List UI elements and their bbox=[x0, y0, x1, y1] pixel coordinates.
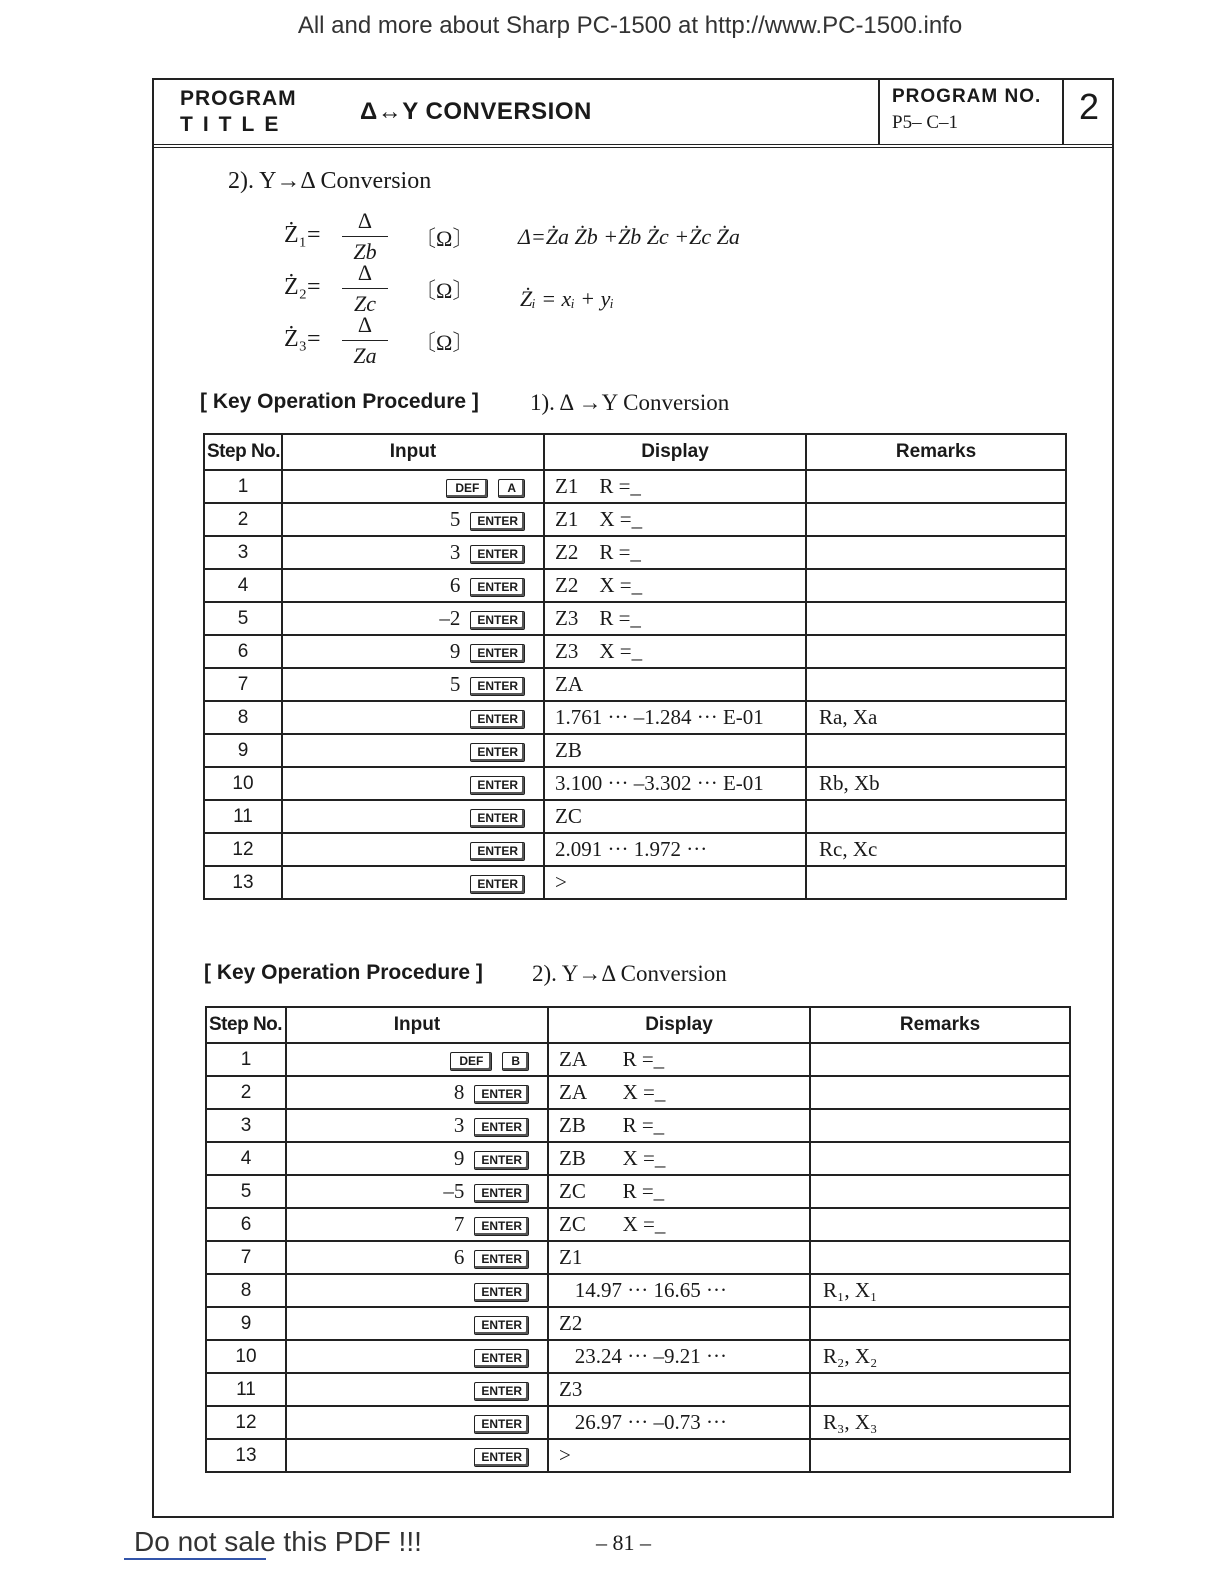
denominator: Zc bbox=[354, 291, 376, 316]
key-def-icon: DEF bbox=[446, 479, 488, 498]
input-cell bbox=[282, 668, 544, 701]
key-enter-icon: ENTER bbox=[470, 776, 525, 795]
table-row bbox=[204, 470, 1066, 503]
title-label: TITLE bbox=[180, 113, 289, 136]
key-enter-icon: ENTER bbox=[474, 1415, 529, 1434]
step-number: 13 bbox=[206, 1439, 286, 1472]
input-cell bbox=[286, 1307, 548, 1340]
display-cell: Z2 bbox=[548, 1307, 810, 1340]
key-enter-icon: ENTER bbox=[474, 1316, 529, 1335]
program-label: PROGRAM bbox=[180, 87, 297, 110]
step-number: 8 bbox=[204, 701, 282, 734]
input-cell bbox=[286, 1439, 548, 1472]
table-row bbox=[206, 1241, 1070, 1274]
key-enter-icon: ENTER bbox=[474, 1217, 529, 1236]
step-number: 10 bbox=[206, 1340, 286, 1373]
input-cell bbox=[282, 800, 544, 833]
remarks-cell bbox=[810, 1043, 1070, 1076]
remarks-cell bbox=[810, 1175, 1070, 1208]
display-cell: 2.091 ··· 1.972 ··· bbox=[544, 833, 806, 866]
z3-lhs: Ż₃= bbox=[284, 326, 321, 352]
step-number: 6 bbox=[204, 635, 282, 668]
display-cell: > bbox=[544, 866, 806, 899]
header-step: Step No. bbox=[206, 1007, 286, 1043]
input-cell bbox=[286, 1274, 548, 1307]
numerator: Δ bbox=[342, 208, 388, 237]
step-number: 9 bbox=[204, 734, 282, 767]
table-row bbox=[206, 1142, 1070, 1175]
table-row bbox=[204, 800, 1066, 833]
key-enter-icon: ENTER bbox=[474, 1184, 529, 1203]
input-value: 6 bbox=[453, 1245, 465, 1269]
display-cell: Z2 X =_ bbox=[544, 569, 806, 602]
step-number: 6 bbox=[206, 1208, 286, 1241]
header-divider bbox=[878, 78, 880, 144]
table-row bbox=[204, 635, 1066, 668]
remarks-cell bbox=[806, 503, 1066, 536]
display-cell: 23.24 ··· –9.21 ··· bbox=[548, 1340, 810, 1373]
step-number: 9 bbox=[206, 1307, 286, 1340]
remarks-cell bbox=[810, 1109, 1070, 1142]
numerator: Δ bbox=[342, 312, 388, 341]
disclaimer: Do not sale this PDF !!! bbox=[134, 1526, 422, 1557]
display-cell: ZC X =_ bbox=[548, 1208, 810, 1241]
key-enter-icon: ENTER bbox=[470, 578, 525, 597]
table-row bbox=[206, 1373, 1070, 1406]
step-number: 4 bbox=[206, 1142, 286, 1175]
section-title: 2). Y→Δ Conversion bbox=[228, 168, 432, 194]
input-cell bbox=[282, 569, 544, 602]
input-value: –5 bbox=[443, 1179, 465, 1203]
key-enter-icon: ENTER bbox=[474, 1085, 529, 1104]
procedure-2-table bbox=[205, 1006, 1071, 1473]
step-number: 2 bbox=[204, 503, 282, 536]
source-banner: All and more about Sharp PC-1500 at http://www.PC-1500.info bbox=[297, 12, 963, 39]
table-row bbox=[204, 536, 1066, 569]
display-cell: ZA bbox=[544, 668, 806, 701]
remarks-cell bbox=[810, 1076, 1070, 1109]
step-number: 3 bbox=[206, 1109, 286, 1142]
header-input: Input bbox=[286, 1007, 548, 1043]
step-number: 11 bbox=[204, 800, 282, 833]
input-value: 3 bbox=[453, 1113, 465, 1137]
input-value: 5 bbox=[449, 507, 461, 531]
input-cell bbox=[282, 503, 544, 536]
table-row bbox=[206, 1307, 1070, 1340]
key-enter-icon: ENTER bbox=[470, 512, 525, 531]
input-value: 9 bbox=[453, 1146, 465, 1170]
step-number: 13 bbox=[204, 866, 282, 899]
procedure-2-subtitle: 2). Y→Δ Conversion bbox=[532, 961, 727, 986]
z1-fraction bbox=[342, 208, 388, 265]
input-cell bbox=[282, 734, 544, 767]
table-row bbox=[206, 1406, 1070, 1439]
remarks-cell bbox=[806, 635, 1066, 668]
step-number: 7 bbox=[206, 1241, 286, 1274]
procedure-1-label: [ Key Operation Procedure ] bbox=[200, 390, 479, 413]
remarks-cell bbox=[806, 800, 1066, 833]
display-cell: ZB R =_ bbox=[548, 1109, 810, 1142]
input-value: 9 bbox=[449, 639, 461, 663]
key-enter-icon: ENTER bbox=[474, 1250, 529, 1269]
program-header bbox=[152, 78, 1114, 148]
step-number: 4 bbox=[204, 569, 282, 602]
input-cell bbox=[286, 1208, 548, 1241]
input-cell bbox=[282, 767, 544, 800]
ohm-unit: 〔Ω〕 bbox=[414, 278, 475, 303]
step-number: 3 bbox=[204, 536, 282, 569]
remarks-cell bbox=[806, 569, 1066, 602]
key-enter-icon: ENTER bbox=[470, 743, 525, 762]
remarks-cell bbox=[806, 734, 1066, 767]
table-row bbox=[206, 1274, 1070, 1307]
input-cell bbox=[282, 635, 544, 668]
delta-equation: Δ=Ża Żb +Żb Żc +Żc Ża bbox=[518, 224, 740, 249]
program-no-value: P5– C–1 bbox=[892, 112, 958, 133]
header-remarks: Remarks bbox=[806, 434, 1066, 470]
display-cell: Z1 bbox=[548, 1241, 810, 1274]
step-number: 10 bbox=[204, 767, 282, 800]
ohm-unit: 〔Ω〕 bbox=[414, 330, 475, 355]
header-step: Step No. bbox=[204, 434, 282, 470]
step-number: 8 bbox=[206, 1274, 286, 1307]
table-row bbox=[204, 668, 1066, 701]
display-cell: Z3 R =_ bbox=[544, 602, 806, 635]
remarks-cell bbox=[806, 602, 1066, 635]
procedure-2-label: [ Key Operation Procedure ] bbox=[204, 961, 483, 984]
key-enter-icon: ENTER bbox=[470, 611, 525, 630]
input-value: 5 bbox=[449, 672, 461, 696]
input-cell bbox=[286, 1043, 548, 1076]
display-cell: ZA R =_ bbox=[548, 1043, 810, 1076]
remarks-cell bbox=[810, 1142, 1070, 1175]
input-cell bbox=[286, 1406, 548, 1439]
display-cell: ZC bbox=[544, 800, 806, 833]
header-display: Display bbox=[544, 434, 806, 470]
remarks-cell bbox=[810, 1208, 1070, 1241]
page-number: – 81 – bbox=[596, 1530, 651, 1555]
step-number: 11 bbox=[206, 1373, 286, 1406]
table-row bbox=[206, 1109, 1070, 1142]
input-cell bbox=[286, 1142, 548, 1175]
table-row bbox=[206, 1175, 1070, 1208]
remarks-cell: R₂, X₂ bbox=[810, 1340, 1070, 1373]
header-input: Input bbox=[282, 434, 544, 470]
remarks-cell bbox=[810, 1241, 1070, 1274]
remarks-cell: R₃, X₃ bbox=[810, 1406, 1070, 1439]
input-cell bbox=[282, 470, 544, 503]
table-row bbox=[204, 866, 1066, 899]
table-row bbox=[206, 1208, 1070, 1241]
key-enter-icon: ENTER bbox=[474, 1382, 529, 1401]
key-enter-icon: ENTER bbox=[470, 809, 525, 828]
key-enter-icon: ENTER bbox=[470, 545, 525, 564]
display-cell: ZA X =_ bbox=[548, 1076, 810, 1109]
ohm-unit: 〔Ω〕 bbox=[414, 226, 475, 251]
header-remarks: Remarks bbox=[810, 1007, 1070, 1043]
input-cell bbox=[282, 602, 544, 635]
display-cell: 26.97 ··· –0.73 ··· bbox=[548, 1406, 810, 1439]
input-cell bbox=[286, 1175, 548, 1208]
table-row bbox=[206, 1439, 1070, 1472]
key-a-icon: A bbox=[498, 479, 525, 498]
remarks-cell bbox=[810, 1307, 1070, 1340]
table-row bbox=[206, 1076, 1070, 1109]
remarks-cell: Rc, Xc bbox=[806, 833, 1066, 866]
procedure-1-table bbox=[203, 433, 1067, 900]
key-enter-icon: ENTER bbox=[474, 1448, 529, 1467]
step-number: 12 bbox=[204, 833, 282, 866]
key-enter-icon: ENTER bbox=[474, 1118, 529, 1137]
step-number: 5 bbox=[206, 1175, 286, 1208]
remarks-cell bbox=[806, 470, 1066, 503]
key-enter-icon: ENTER bbox=[470, 875, 525, 894]
display-cell: ZC R =_ bbox=[548, 1175, 810, 1208]
key-enter-icon: ENTER bbox=[470, 710, 525, 729]
step-number: 1 bbox=[206, 1043, 286, 1076]
denominator: Zb bbox=[353, 239, 377, 264]
input-value: 6 bbox=[449, 573, 461, 597]
program-title: Δ↔Y CONVERSION bbox=[360, 98, 592, 125]
step-number: 7 bbox=[204, 668, 282, 701]
input-value: 7 bbox=[453, 1212, 465, 1236]
input-cell bbox=[286, 1109, 548, 1142]
display-cell: Z3 bbox=[548, 1373, 810, 1406]
input-cell bbox=[282, 833, 544, 866]
table-row bbox=[206, 1043, 1070, 1076]
table-row bbox=[204, 503, 1066, 536]
display-cell: 14.97 ··· 16.65 ··· bbox=[548, 1274, 810, 1307]
disclaimer-underline bbox=[124, 1558, 266, 1560]
z2-lhs: Ż₂= bbox=[284, 274, 321, 300]
table-row bbox=[204, 734, 1066, 767]
key-enter-icon: ENTER bbox=[470, 842, 525, 861]
display-cell: 1.761 ··· –1.284 ··· E-01 bbox=[544, 701, 806, 734]
program-no-label: PROGRAM NO. bbox=[892, 86, 1042, 107]
remarks-cell bbox=[810, 1373, 1070, 1406]
display-cell: 3.100 ··· –3.302 ··· E-01 bbox=[544, 767, 806, 800]
input-value: 3 bbox=[449, 540, 461, 564]
remarks-cell bbox=[806, 536, 1066, 569]
remarks-cell: R₁, X₁ bbox=[810, 1274, 1070, 1307]
input-value: –2 bbox=[439, 606, 461, 630]
table-row bbox=[204, 833, 1066, 866]
header-display: Display bbox=[548, 1007, 810, 1043]
remarks-cell bbox=[810, 1439, 1070, 1472]
step-number: 2 bbox=[206, 1076, 286, 1109]
numerator: Δ bbox=[342, 260, 388, 289]
input-cell bbox=[282, 701, 544, 734]
zi-equation: Żᵢ = xᵢ + yᵢ bbox=[520, 286, 614, 311]
table-row bbox=[204, 701, 1066, 734]
table-row bbox=[204, 569, 1066, 602]
display-cell: > bbox=[548, 1439, 810, 1472]
key-b-icon: B bbox=[502, 1052, 529, 1071]
step-number: 12 bbox=[206, 1406, 286, 1439]
display-cell: Z2 R =_ bbox=[544, 536, 806, 569]
input-cell bbox=[286, 1241, 548, 1274]
remarks-cell bbox=[806, 866, 1066, 899]
procedure-1-subtitle: 1). Δ →Y Conversion bbox=[530, 390, 730, 415]
input-cell bbox=[286, 1076, 548, 1109]
key-enter-icon: ENTER bbox=[474, 1151, 529, 1170]
remarks-cell: Ra, Xa bbox=[806, 701, 1066, 734]
table-row bbox=[204, 767, 1066, 800]
input-cell bbox=[282, 866, 544, 899]
display-cell: ZB bbox=[544, 734, 806, 767]
key-enter-icon: ENTER bbox=[470, 644, 525, 663]
display-cell: Z3 X =_ bbox=[544, 635, 806, 668]
remarks-cell: Rb, Xb bbox=[806, 767, 1066, 800]
display-cell: Z1 R =_ bbox=[544, 470, 806, 503]
program-title-label bbox=[180, 86, 297, 138]
input-cell bbox=[282, 536, 544, 569]
key-enter-icon: ENTER bbox=[474, 1283, 529, 1302]
step-number: 1 bbox=[204, 470, 282, 503]
key-def-icon: DEF bbox=[450, 1052, 492, 1071]
table-row bbox=[204, 602, 1066, 635]
input-value: 8 bbox=[453, 1080, 465, 1104]
input-cell bbox=[286, 1373, 548, 1406]
table-row bbox=[206, 1340, 1070, 1373]
display-cell: Z1 X =_ bbox=[544, 503, 806, 536]
key-enter-icon: ENTER bbox=[470, 677, 525, 696]
denominator: Za bbox=[353, 343, 377, 368]
display-cell: ZB X =_ bbox=[548, 1142, 810, 1175]
page-part-number: 2 bbox=[1078, 86, 1100, 127]
key-enter-icon: ENTER bbox=[474, 1349, 529, 1368]
step-number: 5 bbox=[204, 602, 282, 635]
z3-fraction bbox=[342, 312, 388, 369]
z2-fraction bbox=[342, 260, 388, 317]
z1-lhs: Ż₁= bbox=[284, 222, 321, 248]
input-cell bbox=[286, 1340, 548, 1373]
remarks-cell bbox=[806, 668, 1066, 701]
